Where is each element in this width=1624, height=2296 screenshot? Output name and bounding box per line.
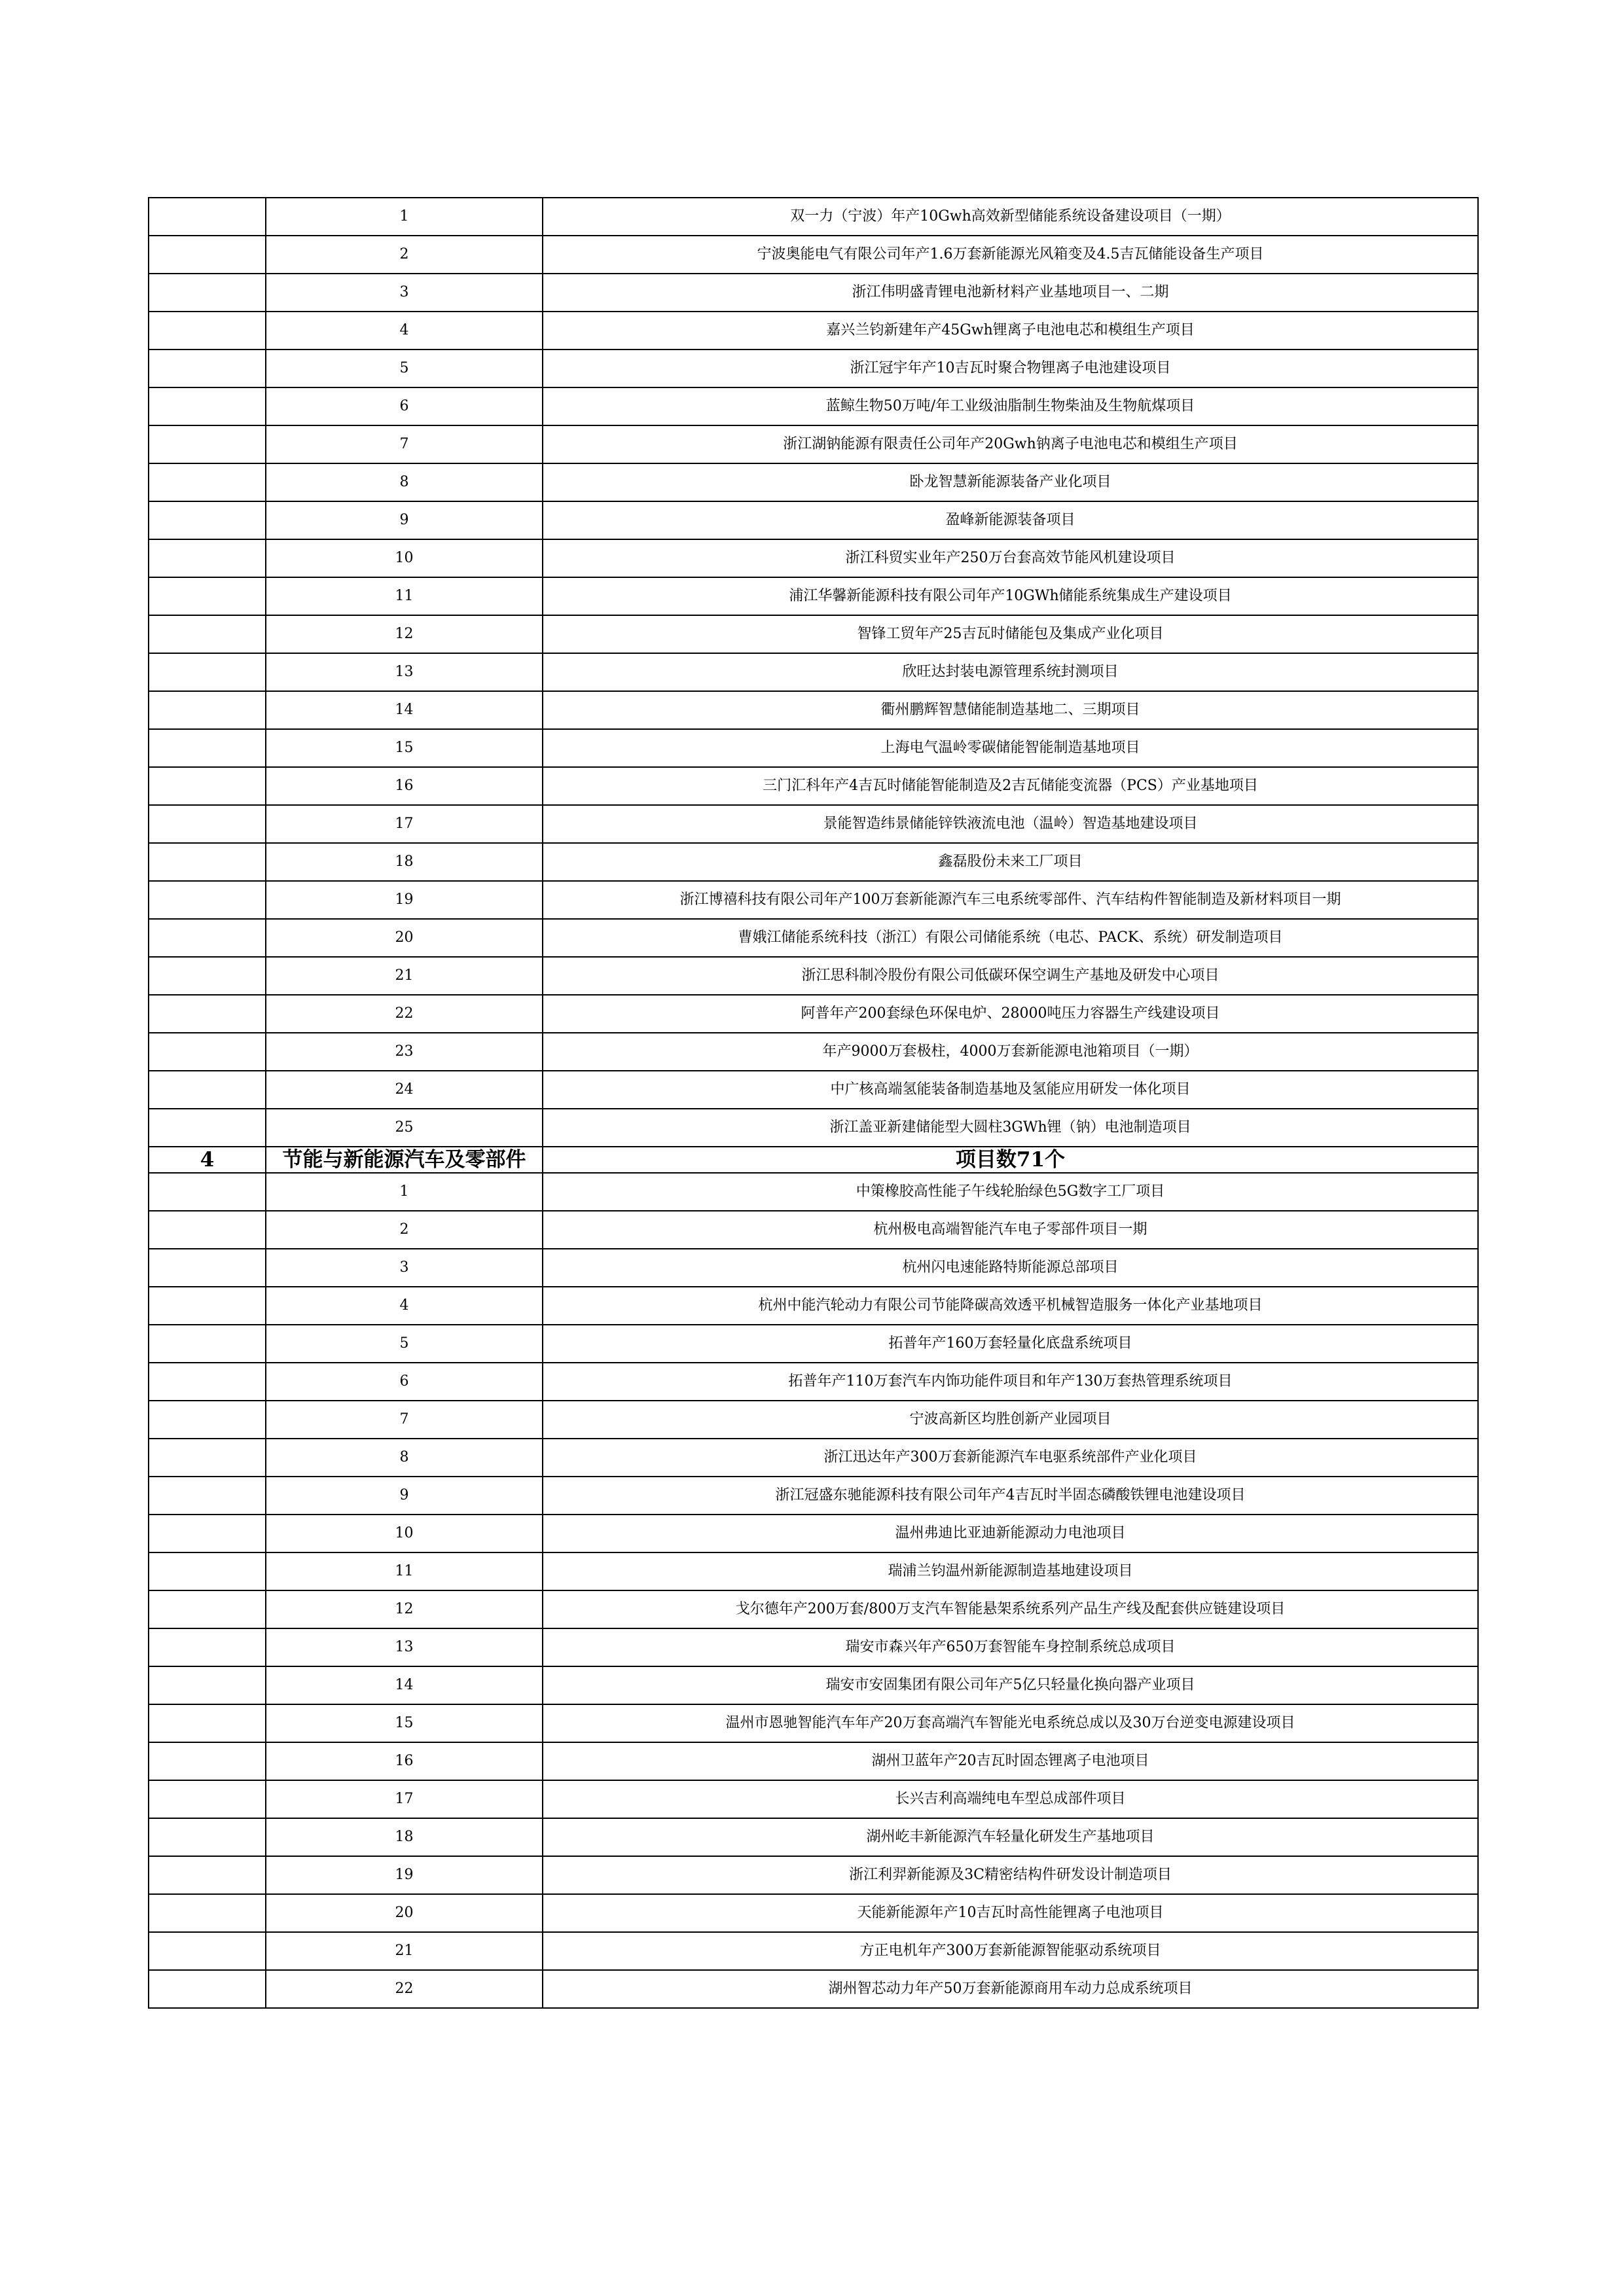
category-cell [149, 1211, 266, 1249]
table-row [149, 1856, 1478, 1894]
row-number: 18 [266, 1818, 543, 1856]
table-row [149, 1742, 1478, 1780]
project-name: 中广核高端氢能装备制造基地及氢能应用研发一体化项目 [543, 1071, 1478, 1109]
row-number: 15 [266, 729, 543, 767]
table-row [149, 312, 1478, 350]
project-name: 湖州卫蓝年产20吉瓦时固态锂离子电池项目 [543, 1742, 1478, 1780]
row-number: 21 [266, 1932, 543, 1970]
category-cell [149, 425, 266, 463]
project-name: 嘉兴兰钧新建年产45Gwh锂离子电池电芯和模组生产项目 [543, 312, 1478, 350]
table-row [149, 425, 1478, 463]
project-name: 双一力（宁波）年产10Gwh高效新型储能系统设备建设项目（一期） [543, 198, 1478, 236]
row-number: 25 [266, 1109, 543, 1147]
table-row [149, 653, 1478, 691]
table-row [149, 1552, 1478, 1590]
table-row [149, 729, 1478, 767]
row-number: 15 [266, 1704, 543, 1742]
category-cell [149, 1109, 266, 1147]
row-number: 3 [266, 274, 543, 312]
table-row [149, 1932, 1478, 1970]
category-cell [149, 1325, 266, 1363]
project-name: 智锋工贸年产25吉瓦时储能包及集成产业化项目 [543, 615, 1478, 653]
table-row [149, 995, 1478, 1033]
project-name: 拓普年产110万套汽车内饰功能件项目和年产130万套热管理系统项目 [543, 1363, 1478, 1401]
table-row [149, 1666, 1478, 1704]
table-row [149, 1628, 1478, 1666]
category-cell [149, 919, 266, 957]
project-name: 湖州智芯动力年产50万套新能源商用车动力总成系统项目 [543, 1970, 1478, 2008]
section-header-row [149, 1147, 1478, 1173]
project-name: 景能智造纬景储能锌铁液流电池（温岭）智造基地建设项目 [543, 805, 1478, 843]
category-cell [149, 1363, 266, 1401]
row-number: 20 [266, 1894, 543, 1932]
table-row [149, 463, 1478, 501]
project-name: 瑞安市安固集团有限公司年产5亿只轻量化换向器产业项目 [543, 1666, 1478, 1704]
table-row [149, 1894, 1478, 1932]
row-number: 14 [266, 691, 543, 729]
project-name: 瑞浦兰钧温州新能源制造基地建设项目 [543, 1552, 1478, 1590]
row-number: 16 [266, 767, 543, 805]
project-name: 浙江湖钠能源有限责任公司年产20Gwh钠离子电池电芯和模组生产项目 [543, 425, 1478, 463]
category-cell [149, 615, 266, 653]
project-name: 中策橡胶高性能子午线轮胎绿色5G数字工厂项目 [543, 1173, 1478, 1211]
category-cell [149, 1552, 266, 1590]
project-name: 浙江伟明盛青锂电池新材料产业基地项目一、二期 [543, 274, 1478, 312]
table-row [149, 198, 1478, 236]
row-number: 12 [266, 615, 543, 653]
table-row [149, 236, 1478, 274]
table-row [149, 767, 1478, 805]
row-number: 13 [266, 1628, 543, 1666]
project-name: 浙江盖亚新建储能型大圆柱3GWh锂（钠）电池制造项目 [543, 1109, 1478, 1147]
project-name: 长兴吉利高端纯电车型总成部件项目 [543, 1780, 1478, 1818]
project-name: 浙江迅达年产300万套新能源汽车电驱系统部件产业化项目 [543, 1439, 1478, 1477]
project-name: 天能新能源年产10吉瓦时高性能锂离子电池项目 [543, 1894, 1478, 1932]
section-title: 节能与新能源汽车及零部件 [266, 1147, 543, 1173]
row-number: 20 [266, 919, 543, 957]
category-cell [149, 1704, 266, 1742]
project-name: 卧龙智慧新能源装备产业化项目 [543, 463, 1478, 501]
row-number: 14 [266, 1666, 543, 1704]
table-row [149, 1325, 1478, 1363]
table-row [149, 1173, 1478, 1211]
row-number: 12 [266, 1590, 543, 1628]
category-cell [149, 577, 266, 615]
table-row [149, 1590, 1478, 1628]
project-name: 杭州极电高端智能汽车电子零部件项目一期 [543, 1211, 1478, 1249]
table-row [149, 1211, 1478, 1249]
row-number: 21 [266, 957, 543, 995]
project-name: 杭州闪电速能路特斯能源总部项目 [543, 1249, 1478, 1287]
row-number: 4 [266, 1287, 543, 1325]
row-number: 3 [266, 1249, 543, 1287]
category-cell [149, 350, 266, 387]
project-name: 年产9000万套极柱，4000万套新能源电池箱项目（一期） [543, 1033, 1478, 1071]
project-name: 上海电气温岭零碳储能智能制造基地项目 [543, 729, 1478, 767]
table-row [149, 1780, 1478, 1818]
row-number: 13 [266, 653, 543, 691]
row-number: 7 [266, 1401, 543, 1439]
project-name: 宁波奥能电气有限公司年产1.6万套新能源光风箱变及4.5吉瓦储能设备生产项目 [543, 236, 1478, 274]
table-row [149, 1515, 1478, 1552]
row-number: 16 [266, 1742, 543, 1780]
category-cell [149, 1590, 266, 1628]
category-cell [149, 198, 266, 236]
project-name: 三门汇科年产4吉瓦时储能智能制造及2吉瓦储能变流器（PCS）产业基地项目 [543, 767, 1478, 805]
project-name: 盈峰新能源装备项目 [543, 501, 1478, 539]
row-number: 19 [266, 881, 543, 919]
table-row [149, 957, 1478, 995]
category-cell [149, 1628, 266, 1666]
category-cell [149, 843, 266, 881]
category-cell [149, 1894, 266, 1932]
category-cell [149, 463, 266, 501]
category-cell [149, 312, 266, 350]
category-cell [149, 1033, 266, 1071]
table-row [149, 387, 1478, 425]
category-cell [149, 501, 266, 539]
row-number: 19 [266, 1856, 543, 1894]
category-cell [149, 1666, 266, 1704]
category-cell [149, 805, 266, 843]
category-cell [149, 1287, 266, 1325]
project-name: 湖州屹丰新能源汽车轻量化研发生产基地项目 [543, 1818, 1478, 1856]
project-name: 宁波高新区均胜创新产业园项目 [543, 1401, 1478, 1439]
row-number: 1 [266, 198, 543, 236]
project-name: 方正电机年产300万套新能源智能驱动系统项目 [543, 1932, 1478, 1970]
section-index: 4 [149, 1147, 266, 1173]
table-row [149, 805, 1478, 843]
project-name: 杭州中能汽轮动力有限公司节能降碳高效透平机械智造服务一体化产业基地项目 [543, 1287, 1478, 1325]
row-number: 6 [266, 1363, 543, 1401]
category-cell [149, 236, 266, 274]
row-number: 22 [266, 1970, 543, 2008]
project-name: 浙江冠宇年产10吉瓦时聚合物锂离子电池建设项目 [543, 350, 1478, 387]
category-cell [149, 995, 266, 1033]
row-number: 2 [266, 1211, 543, 1249]
row-number: 17 [266, 805, 543, 843]
project-name: 拓普年产160万套轻量化底盘系统项目 [543, 1325, 1478, 1363]
table-row [149, 1249, 1478, 1287]
row-number: 1 [266, 1173, 543, 1211]
table-row [149, 843, 1478, 881]
project-name: 浦江华馨新能源科技有限公司年产10GWh储能系统集成生产建设项目 [543, 577, 1478, 615]
table-row [149, 1363, 1478, 1401]
section-header [149, 1147, 1478, 1173]
table-row [149, 615, 1478, 653]
table-row [149, 1818, 1478, 1856]
table-row [149, 501, 1478, 539]
row-number: 7 [266, 425, 543, 463]
row-number: 5 [266, 1325, 543, 1363]
row-number: 18 [266, 843, 543, 881]
project-name: 温州市恩驰智能汽车年产20万套高端汽车智能光电系统总成以及30万台逆变电源建设项目 [543, 1704, 1478, 1742]
project-name: 鑫磊股份未来工厂项目 [543, 843, 1478, 881]
category-cell [149, 539, 266, 577]
table-row [149, 1109, 1478, 1147]
table-row [149, 1033, 1478, 1071]
table-row [149, 1287, 1478, 1325]
project-name: 浙江利羿新能源及3C精密结构件研发设计制造项目 [543, 1856, 1478, 1894]
table-row [149, 919, 1478, 957]
category-cell [149, 729, 266, 767]
category-cell [149, 1477, 266, 1515]
row-number: 22 [266, 995, 543, 1033]
category-cell [149, 881, 266, 919]
row-number: 11 [266, 577, 543, 615]
table-row [149, 1401, 1478, 1439]
row-number: 9 [266, 501, 543, 539]
category-cell [149, 1818, 266, 1856]
table-row [149, 1071, 1478, 1109]
project-list-group-b [149, 1173, 1478, 2008]
row-number: 11 [266, 1552, 543, 1590]
category-cell [149, 1173, 266, 1211]
project-name: 曹娥江储能系统科技（浙江）有限公司储能系统（电芯、PACK、系统）研发制造项目 [543, 919, 1478, 957]
project-list-group-a [149, 198, 1478, 1147]
project-name: 浙江博禧科技有限公司年产100万套新能源汽车三电系统零部件、汽车结构件智能制造及新材料项目一期 [543, 881, 1478, 919]
project-name: 阿普年产200套绿色环保电炉、28000吨压力容器生产线建设项目 [543, 995, 1478, 1033]
row-number: 10 [266, 539, 543, 577]
row-number: 8 [266, 1439, 543, 1477]
table-row [149, 881, 1478, 919]
project-name: 衢州鹏辉智慧储能制造基地二、三期项目 [543, 691, 1478, 729]
row-number: 9 [266, 1477, 543, 1515]
row-number: 17 [266, 1780, 543, 1818]
table-row [149, 274, 1478, 312]
project-name: 蓝鲸生物50万吨/年工业级油脂制生物柴油及生物航煤项目 [543, 387, 1478, 425]
category-cell [149, 767, 266, 805]
project-table [148, 197, 1479, 2009]
project-name: 浙江冠盛东驰能源科技有限公司年产4吉瓦时半固态磷酸铁锂电池建设项目 [543, 1477, 1478, 1515]
project-name: 欣旺达封装电源管理系统封测项目 [543, 653, 1478, 691]
category-cell [149, 1515, 266, 1552]
row-number: 8 [266, 463, 543, 501]
row-number: 10 [266, 1515, 543, 1552]
table-row [149, 1970, 1478, 2008]
row-number: 5 [266, 350, 543, 387]
category-cell [149, 1780, 266, 1818]
category-cell [149, 1932, 266, 1970]
category-cell [149, 691, 266, 729]
row-number: 24 [266, 1071, 543, 1109]
category-cell [149, 274, 266, 312]
project-name: 浙江思科制冷股份有限公司低碳环保空调生产基地及研发中心项目 [543, 957, 1478, 995]
table-row [149, 577, 1478, 615]
row-number: 4 [266, 312, 543, 350]
row-number: 6 [266, 387, 543, 425]
project-name: 戈尔德年产200万套/800万支汽车智能悬架系统系列产品生产线及配套供应链建设项目 [543, 1590, 1478, 1628]
row-number: 2 [266, 236, 543, 274]
category-cell [149, 653, 266, 691]
category-cell [149, 387, 266, 425]
table-row [149, 350, 1478, 387]
table-row [149, 1704, 1478, 1742]
table-row [149, 1477, 1478, 1515]
category-cell [149, 1970, 266, 2008]
category-cell [149, 1249, 266, 1287]
category-cell [149, 1439, 266, 1477]
row-number: 23 [266, 1033, 543, 1071]
table-row [149, 1439, 1478, 1477]
category-cell [149, 1742, 266, 1780]
project-name: 温州弗迪比亚迪新能源动力电池项目 [543, 1515, 1478, 1552]
category-cell [149, 1071, 266, 1109]
category-cell [149, 1401, 266, 1439]
category-cell [149, 1856, 266, 1894]
project-name: 瑞安市森兴年产650万套智能车身控制系统总成项目 [543, 1628, 1478, 1666]
category-cell [149, 957, 266, 995]
section-project-count: 项目数71个 [543, 1147, 1478, 1173]
table-row [149, 539, 1478, 577]
table-row [149, 691, 1478, 729]
project-name: 浙江科贸实业年产250万台套高效节能风机建设项目 [543, 539, 1478, 577]
